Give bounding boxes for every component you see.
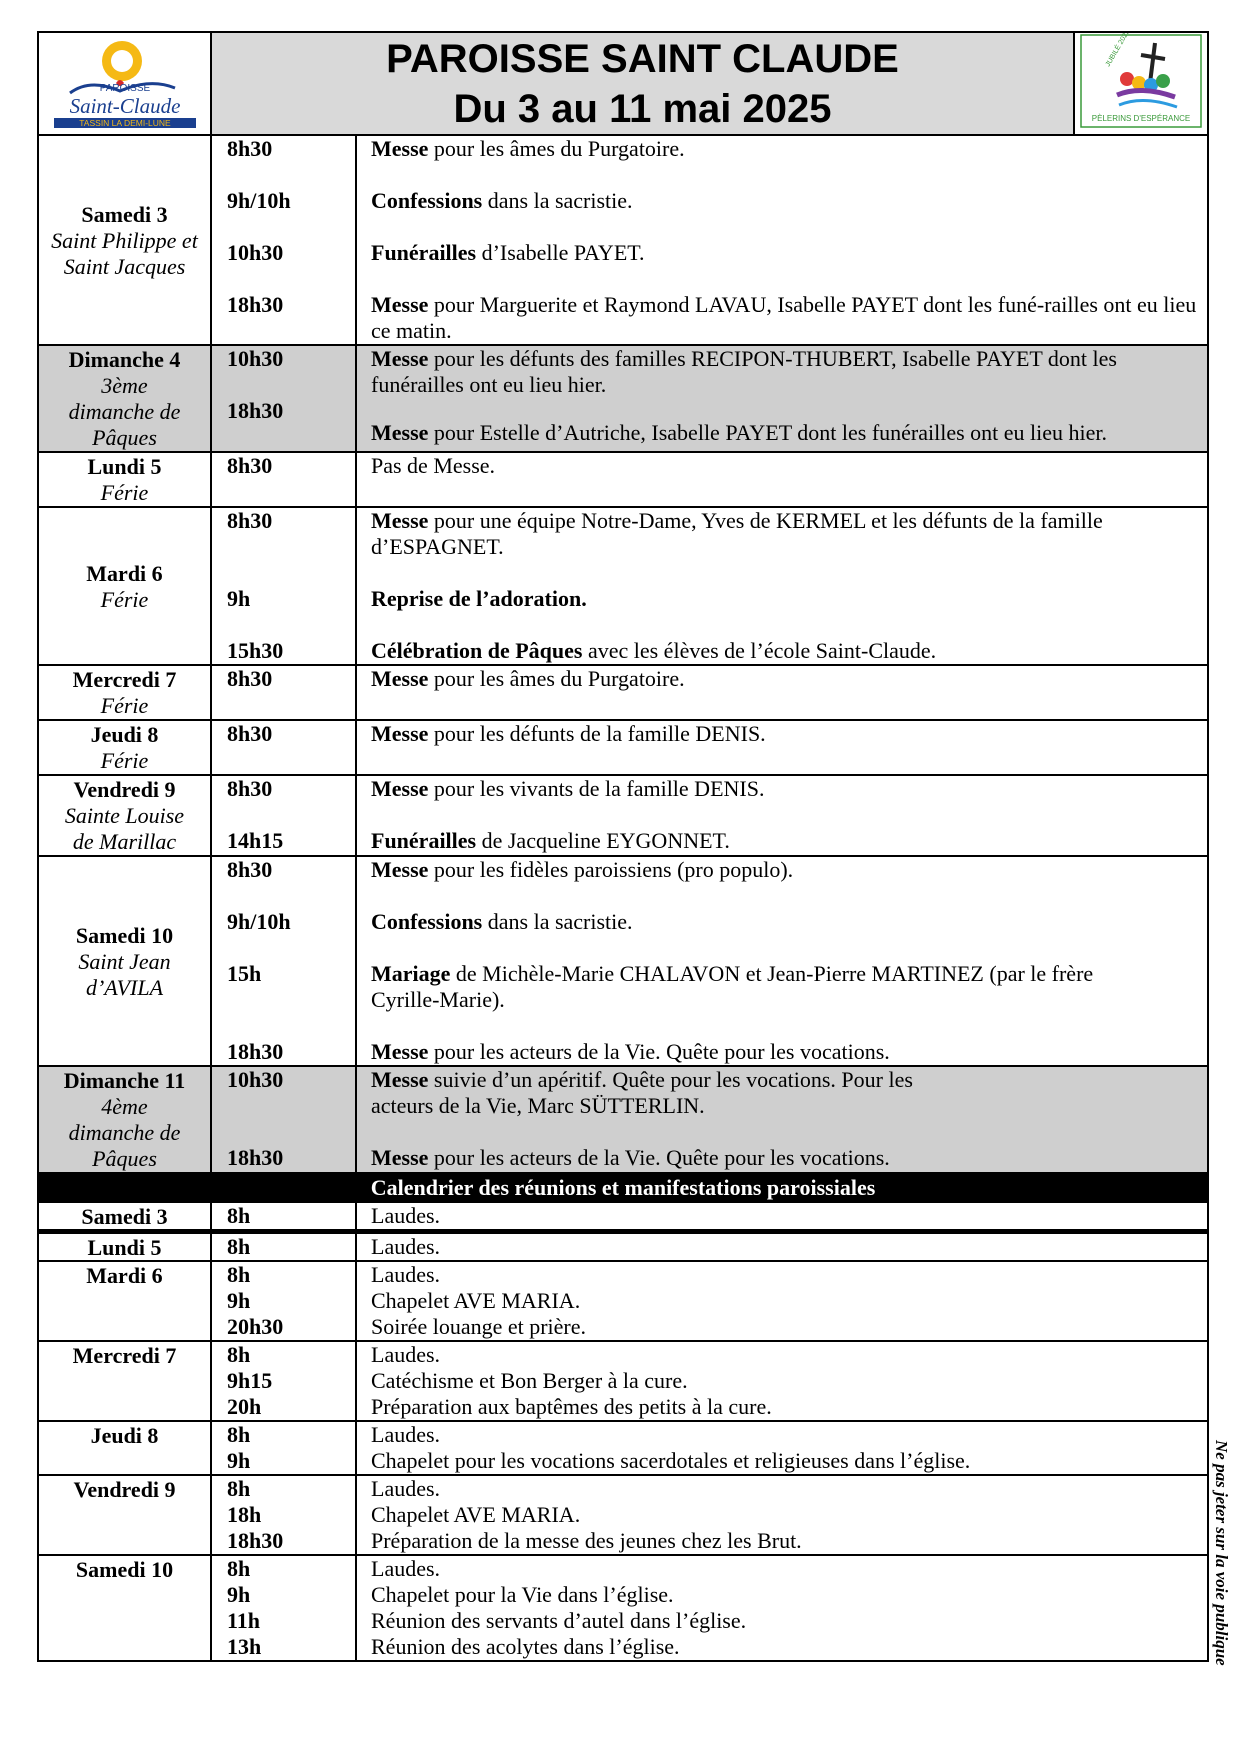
- schedule-row-mardi-6: [38, 507, 1208, 665]
- calendar-row-samedi-10: [38, 1555, 1208, 1661]
- schedule-row-samedi-3: [38, 135, 1208, 345]
- svg-text:Saint-Claude: Saint-Claude: [69, 94, 180, 118]
- event-cell: Laudes. Chapelet AVE MARIA. Préparation de la messe des jeunes chez les Brut.: [356, 1475, 1208, 1555]
- day-cell: Dimanche 11 4ème dimanche de Pâques: [38, 1066, 211, 1173]
- time-cell: 8h 18h 18h30: [211, 1475, 356, 1555]
- event-cell: Messe pour les fidèles paroissiens (pro populo). Confessions dans la sacristie. Mariage de Michèle-Marie CHALAVON et Jean-Pierre MARTINEZ (par le frère Cyrille-Marie). Messe pour les acteurs de la Vie. Quête pour les vocations.: [356, 856, 1208, 1066]
- time-cell: 8h30: [211, 452, 356, 507]
- event-cell: Pas de Messe.: [356, 452, 1208, 507]
- time-cell: 8h30: [211, 665, 356, 720]
- side-note-text: Ne pas jeter sur la voie publique: [1212, 1440, 1231, 1666]
- event-cell: Messe pour les âmes du Purgatoire. Confessions dans la sacristie. Funérailles d’Isabelle PAYET. Messe pour Marguerite et Raymond LAVAU, Isabelle PAYET dont les funé-railles ont eu lieu ce matin.: [356, 135, 1208, 345]
- title-line-2: Du 3 au 11 mai 2025: [453, 86, 832, 131]
- calendar-row-mercredi-7: [38, 1341, 1208, 1421]
- bulletin-sheet: [37, 31, 1207, 1662]
- time-cell: 8h 9h15 20h: [211, 1341, 356, 1421]
- event-cell: Messe pour les défunts des familles RECIPON-THUBERT, Isabelle PAYET dont les funérailles ont eu lieu hier. Messe pour Estelle d’Autriche, Isabelle PAYET dont les funérailles ont eu lieu hier.: [356, 345, 1208, 452]
- calendar-row-jeudi-8: [38, 1421, 1208, 1475]
- day-cell: Vendredi 9: [38, 1475, 211, 1555]
- day-cell: Mercredi 7: [38, 1341, 211, 1421]
- schedule-row-jeudi-8: [38, 720, 1208, 775]
- parish-logo-icon: [50, 33, 200, 129]
- event-cell: Laudes. Chapelet pour la Vie dans l’église. Réunion des servants d’autel dans l’église. Réunion des acolytes dans l’église.: [356, 1555, 1208, 1661]
- side-note: [1205, 1440, 1235, 1740]
- schedule-row-lundi-5: [38, 452, 1208, 507]
- title-line-1: PAROISSE SAINT CLAUDE: [386, 36, 899, 81]
- parish-logo: [38, 32, 211, 135]
- day-cell: Samedi 10: [38, 1555, 211, 1661]
- calendar-row-vendredi-9: [38, 1475, 1208, 1555]
- event-cell: Messe pour les vivants de la famille DENIS. Funérailles de Jacqueline EYGONNET.: [356, 775, 1208, 856]
- day-cell: Lundi 5 Férie: [38, 452, 211, 507]
- calendar-row-lundi-5: [38, 1232, 1208, 1262]
- day-cell: Vendredi 9 Sainte Louise de Marillac: [38, 775, 211, 856]
- time-cell: 8h 9h 20h30: [211, 1261, 356, 1341]
- time-cell: 8h30 9h/10h 15h 18h30: [211, 856, 356, 1066]
- event-cell: Messe suivie d’un apéritif. Quête pour les vocations. Pour les acteurs de la Vie, Marc SÜTTERLIN. Messe pour les acteurs de la Vie. Quête pour les vocations.: [356, 1066, 1208, 1173]
- day-cell: Jeudi 8: [38, 1421, 211, 1475]
- time-cell: 8h30 9h/10h 10h30 18h30: [211, 135, 356, 345]
- day-cell: Lundi 5: [38, 1232, 211, 1262]
- schedule-row-dimanche-4: [38, 345, 1208, 452]
- calendar-title: Calendrier des réunions et manifestations paroissiales: [38, 1173, 1208, 1202]
- time-cell: 8h: [211, 1232, 356, 1262]
- event-cell: Laudes. Chapelet pour les vocations sacerdotales et religieuses dans l’église.: [356, 1421, 1208, 1475]
- time-cell: 10h30 18h30: [211, 1066, 356, 1173]
- day-cell: Jeudi 8 Férie: [38, 720, 211, 775]
- calendar-section-bar: [38, 1173, 1208, 1202]
- schedule-row-mercredi-7: [38, 665, 1208, 720]
- day-cell: Mercredi 7 Férie: [38, 665, 211, 720]
- day-cell: Mardi 6: [38, 1261, 211, 1341]
- event-cell: Laudes.: [356, 1202, 1208, 1232]
- svg-text:TASSIN LA DEMI-LUNE: TASSIN LA DEMI-LUNE: [78, 118, 171, 128]
- event-cell: Laudes. Catéchisme et Bon Berger à la cure. Préparation aux baptêmes des petits à la cure.: [356, 1341, 1208, 1421]
- schedule-table: [37, 31, 1209, 1662]
- day-cell: Samedi 3 Saint Philippe et Saint Jacques: [38, 135, 211, 345]
- time-cell: 8h 9h 11h 13h: [211, 1555, 356, 1661]
- event-cell: Messe pour les défunts de la famille DENIS.: [356, 720, 1208, 775]
- svg-text:PAROISSE: PAROISSE: [99, 83, 150, 94]
- day-cell: Samedi 3: [38, 1202, 211, 1232]
- jubilee-logo: [1074, 33, 1207, 134]
- header-title-cell: [211, 32, 1208, 135]
- event-cell: Laudes.: [356, 1232, 1208, 1262]
- svg-text:PÈLERINS D'ESPÉRANCE: PÈLERINS D'ESPÉRANCE: [1091, 114, 1191, 123]
- day-cell: Dimanche 4 3ème dimanche de Pâques: [38, 345, 211, 452]
- schedule-row-vendredi-9: [38, 775, 1208, 856]
- day-cell: Mardi 6 Férie: [38, 507, 211, 665]
- header-row: [38, 32, 1208, 135]
- event-cell: Laudes. Chapelet AVE MARIA. Soirée louange et prière.: [356, 1261, 1208, 1341]
- time-cell: 10h30 18h30: [211, 345, 356, 452]
- schedule-row-dimanche-11: [38, 1066, 1208, 1173]
- time-cell: 8h30 14h15: [211, 775, 356, 856]
- jubilee-logo-icon: [1079, 33, 1203, 129]
- calendar-row-samedi-3: [38, 1202, 1208, 1232]
- svg-text:JUBILÉ 2025: JUBILÉ 2025: [1104, 33, 1132, 68]
- page-title: [212, 33, 1074, 134]
- time-cell: 8h 9h: [211, 1421, 356, 1475]
- time-cell: 8h30 9h 15h30: [211, 507, 356, 665]
- calendar-row-mardi-6: [38, 1261, 1208, 1341]
- event-cell: Messe pour une équipe Notre-Dame, Yves de KERMEL et les défunts de la famille d’ESPAGNET. Reprise de l’adoration. Célébration de Pâques avec les élèves de l’école Saint-Claude.: [356, 507, 1208, 665]
- day-cell: Samedi 10 Saint Jean d’AVILA: [38, 856, 211, 1066]
- time-cell: 8h30: [211, 720, 356, 775]
- event-cell: Messe pour les âmes du Purgatoire.: [356, 665, 1208, 720]
- schedule-row-samedi-10: [38, 856, 1208, 1066]
- time-cell: 8h: [211, 1202, 356, 1232]
